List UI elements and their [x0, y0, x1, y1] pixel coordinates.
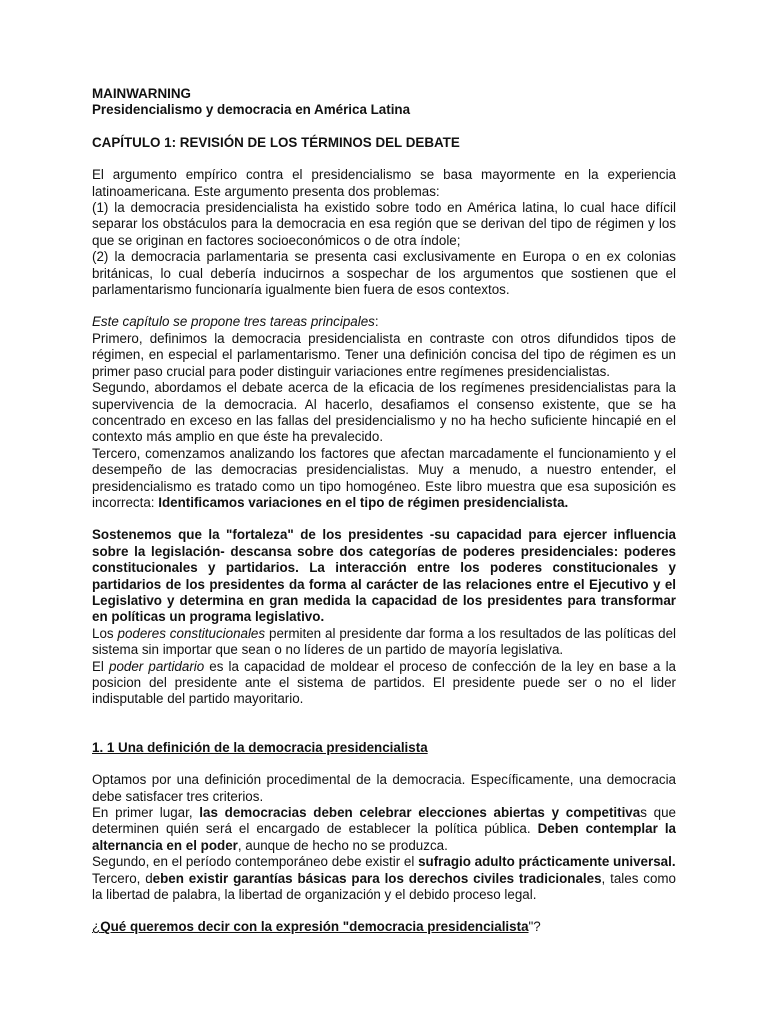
criterion-first-text-a: En primer lugar,	[92, 805, 200, 821]
partisan-power-paragraph	[92, 659, 676, 708]
criterion-first-text-b: s que determinen quién será el encargado de establecer la política pública.	[92, 805, 676, 837]
task-third-paragraph	[92, 446, 676, 512]
partisan-text-b: es la capacidad de moldear el proceso de confección de la ley en base a la posicion del presidente ante el sistema de partidos. El presidente puede ser o no el lider indisputable del partido mayoritario.	[92, 658, 676, 707]
question-line	[92, 919, 676, 935]
chapter-title-line	[92, 135, 676, 151]
task-first-paragraph: Primero, definimos la democracia presidencialista en contraste con otros difundidos tipos de régimen, en especial el parlamentarismo. Tener una definición concisa del tipo de régimen es un primer paso crucial para poder distinguir variaciones entre regímenes presidencialistas.	[92, 330, 676, 379]
criterion-first-bold-2: Deben contemplar la alternancia en el poder	[92, 821, 676, 853]
intro-paragraph-2: (1) la democracia presidencialista ha existido sobre todo en América latina, lo cual hace difícil separar los obstáculos para la democracia en esa región que se derivan del tipo de régimen y los que se originan en factores socioeconómicos o de otra índole;	[92, 200, 676, 248]
question-open-mark: ¿	[92, 919, 101, 935]
task-second-paragraph: Segundo, abordamos el debate acerca de la eficacia de los regímenes presidencialistas para la supervivencia de la democracia. Al hacerlo, desafiamos el consenso existente, que se ha concentrado en exceso en las fallas del presidencialismo y no ha hecho suficiente hincapié en el contexto más amplio en que éste ha prevalecido.	[92, 380, 676, 445]
thesis-bold-text: Sostenemos que la "fortaleza" de los presidentes -su capacidad para ejercer influencia sobre la legislación- descansa sobre dos categorías de poderes presidenciales: poderes constitucionales y partidarios. La interacción entre los poderes constitucionales y partidarios de los presidentes da forma al carácter de las relaciones entre el Ejecutivo y el Legislativo y determina en gran medida la capacidad de los presidentes para transformar en políticas un programa legislativo.	[92, 527, 676, 625]
task-third-bold: Identificamos variaciones en el tipo de régimen presidencialista.	[158, 494, 569, 510]
author-name: MAINWARNING	[92, 86, 191, 101]
section-heading: 1. 1 Una definición de la democracia presidencialista	[92, 739, 428, 755]
criterion-third-paragraph	[92, 871, 676, 904]
partisan-term: poder partidario	[109, 658, 205, 674]
constitutional-term: poderes constitucionales	[117, 625, 266, 641]
section-heading-line	[92, 740, 676, 756]
tasks-lead-italic: Este capítulo se propone tres tareas principales	[92, 314, 375, 330]
criterion-second-text: Segundo, en el período contemporáneo debe existir el	[92, 854, 419, 870]
intro-paragraph-3: (2) la democracia parlamentaria se presenta casi exclusivamente en Europa o en ex colonias británicas, lo cual debería inducirnos a sospechar de los argumentos que sostienen que el parlamentarismo funcionaría igualmente bien fuera de esos contextos.	[92, 249, 676, 298]
thesis-bold-paragraph	[92, 527, 676, 625]
criterion-first-text-c: , aunque de hecho no se produzca.	[237, 837, 448, 853]
constitutional-powers-paragraph	[92, 626, 676, 659]
definition-paragraph: Optamos por una definición procedimental de la democracia. Específicamente, una democracia debe satisfacer tres criterios.	[92, 772, 676, 804]
criterion-first-bold-1: las democracias deben celebrar elecciones abiertas y competitiva	[199, 805, 641, 821]
tasks-lead	[92, 314, 676, 330]
intro-paragraph-1: El argumento empírico contra el presidencialismo se basa mayormente en la experiencia latinoamericana. Este argumento presenta dos problemas:	[92, 167, 676, 199]
criterion-third-bold: eben existir garantías básicas para los derechos civiles tradicionales	[152, 870, 602, 886]
tasks-lead-colon: :	[374, 314, 379, 330]
book-title-line	[92, 102, 676, 118]
criterion-first-paragraph	[92, 805, 676, 854]
partisan-text-a: El	[92, 658, 110, 674]
author-line	[92, 86, 676, 102]
criterion-second-paragraph	[92, 854, 676, 870]
task-third-text: Tercero, comenzamos analizando los factores que afectan marcadamente el funcionamiento y el desempeño de las democracias presidencialistas. Muy a menudo, a nuestro entender, el presidencialismo es tratado como un tipo homogéneo. Este libro muestra que esa suposición es incorrecta:	[92, 445, 676, 510]
question-close: "?	[528, 919, 541, 935]
constitutional-text-b: permiten al presidente dar forma a los resultados de las políticas del sistema sin importar que sean o no líderes de un partido de mayoría legislativa.	[92, 625, 677, 658]
criterion-third-text-a: Tercero, d	[92, 870, 153, 886]
chapter-title: CAPÍTULO 1: REVISIÓN DE LOS TÉRMINOS DEL DEBATE	[92, 134, 460, 150]
criterion-third-text-b: , tales como la libertad de palabra, la libertad de organización y el debido proceso legal.	[92, 870, 676, 903]
question-bold: Qué queremos decir con la expresión "democracia presidencialista	[100, 919, 529, 935]
constitutional-text-a: Los	[92, 625, 118, 641]
criterion-second-bold: sufragio adulto prácticamente universal.	[418, 854, 676, 870]
book-title: Presidencialismo y democracia en América Latina	[92, 102, 411, 118]
